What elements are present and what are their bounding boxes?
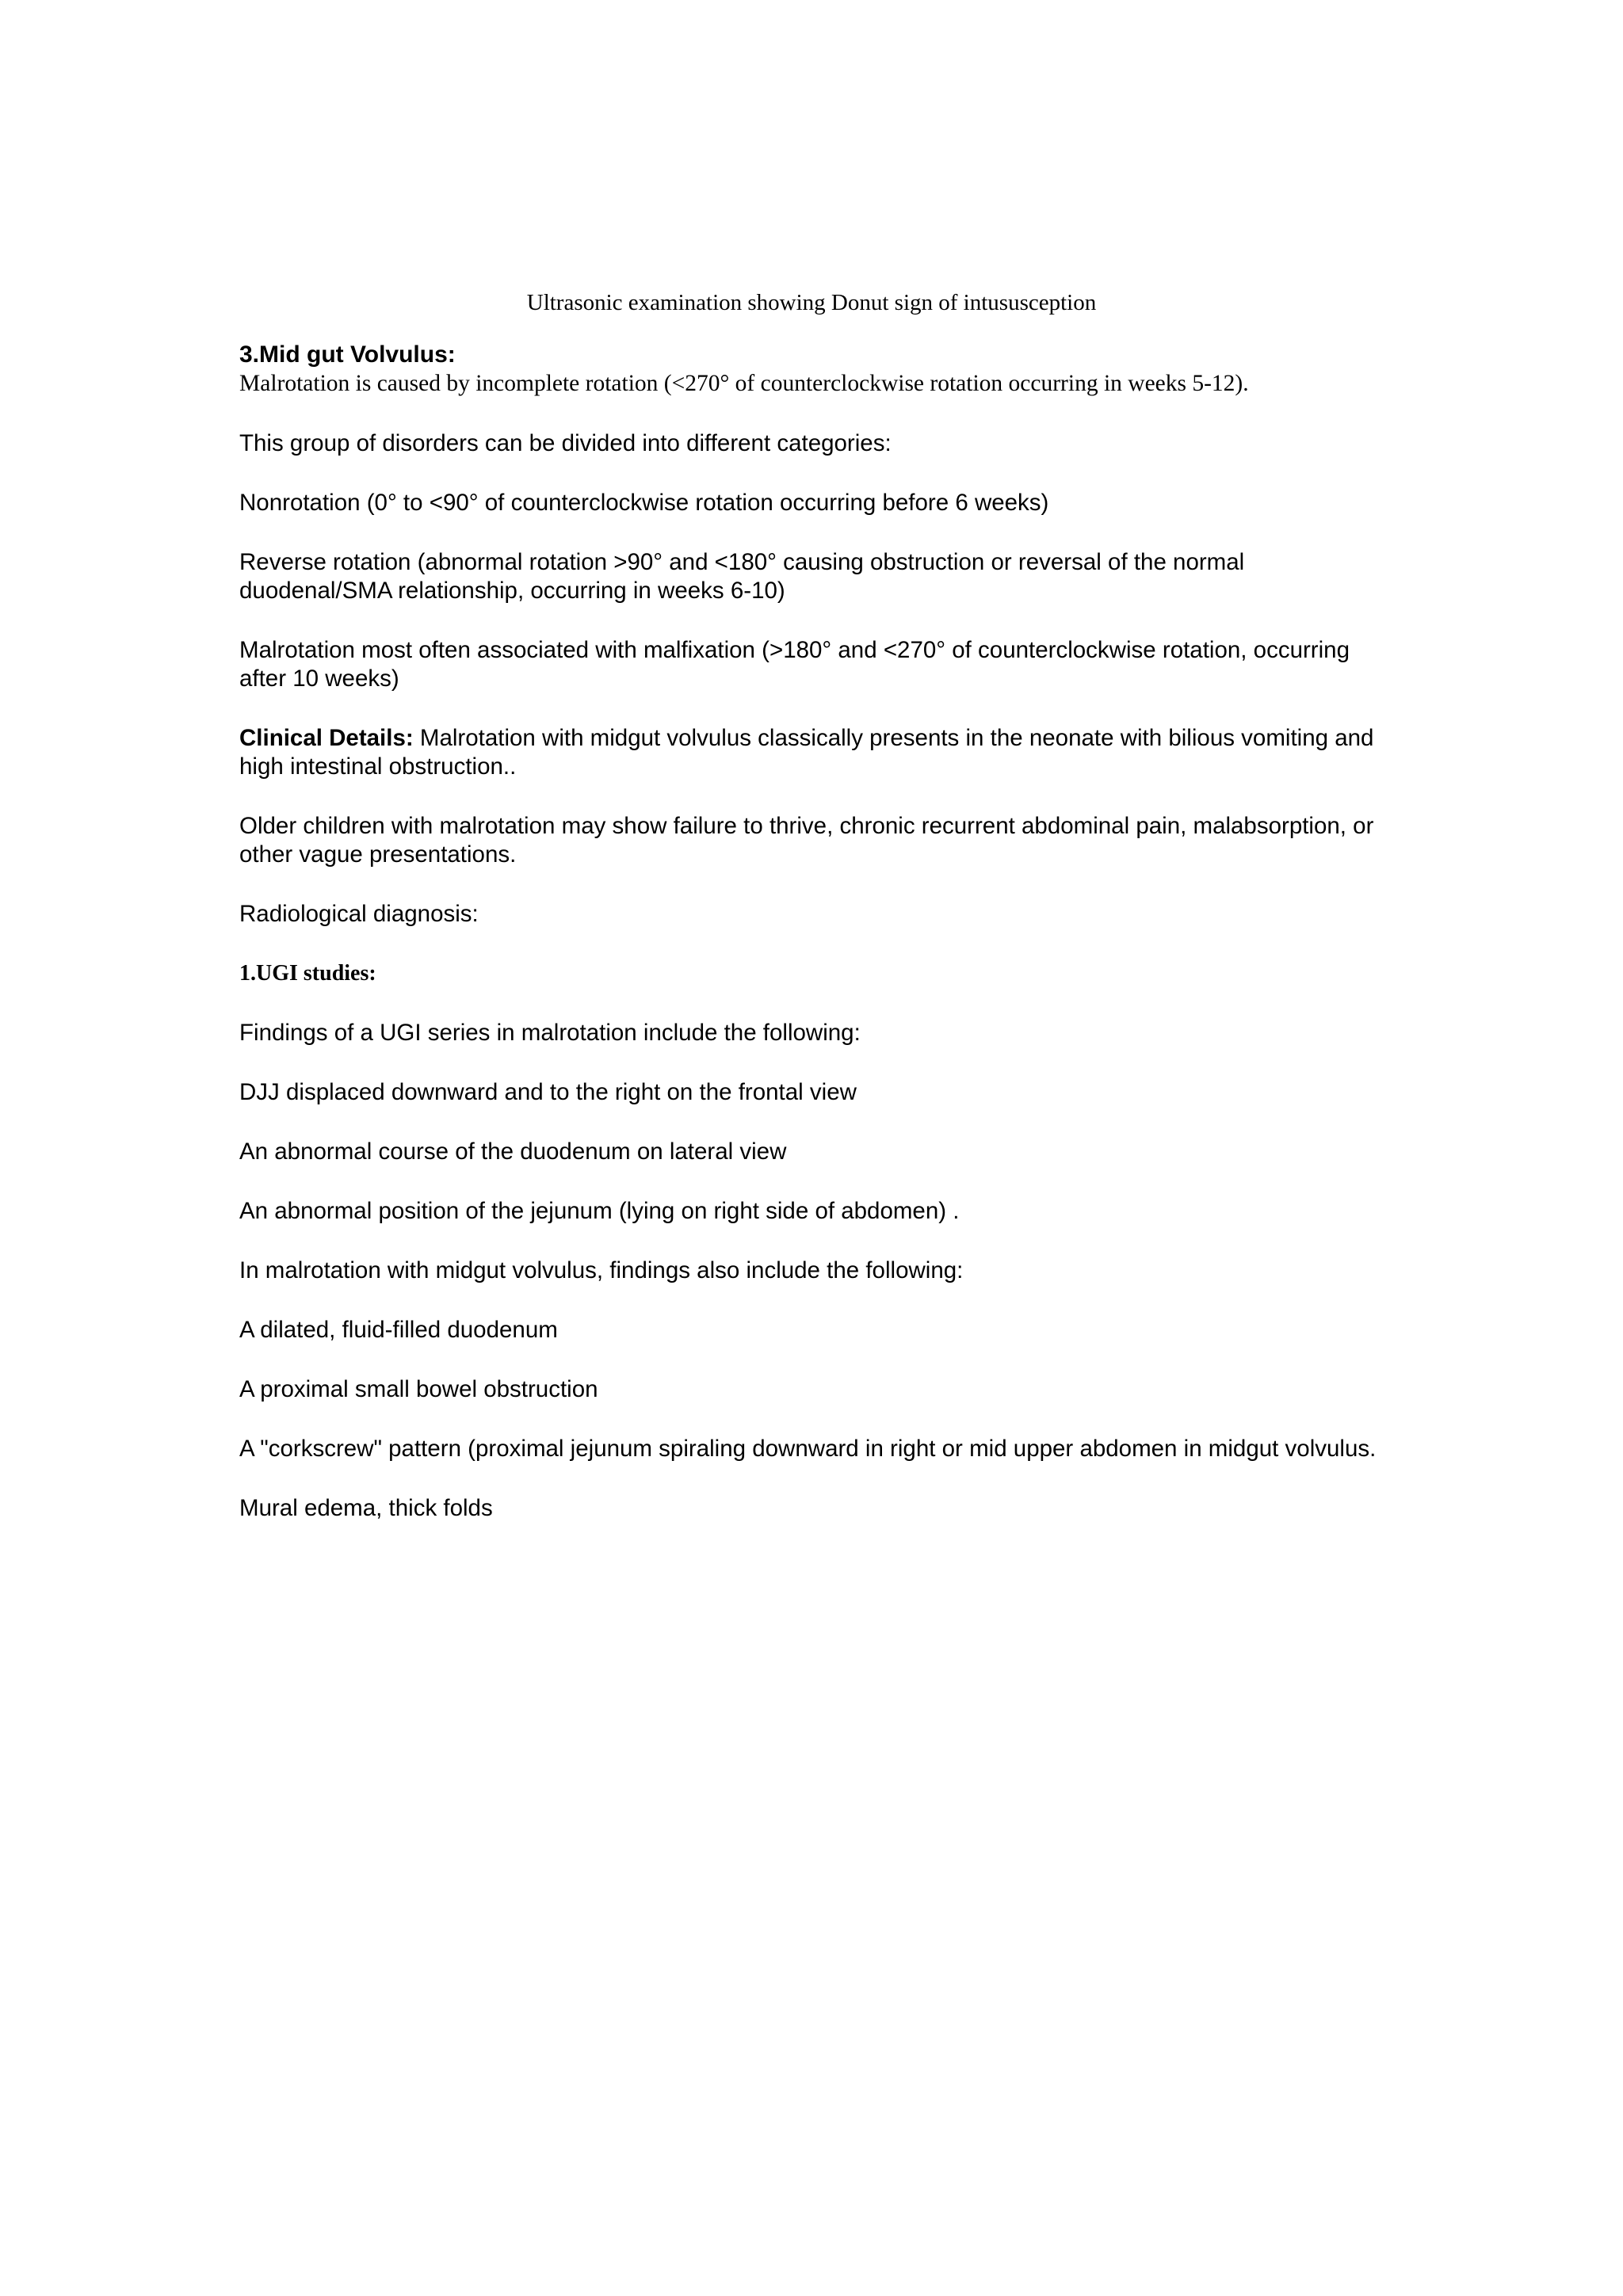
ugi-findings-intro: Findings of a UGI series in malrotation include the following: xyxy=(239,1020,861,1046)
clinical-details-paragraph xyxy=(239,724,1388,781)
ugi-studies-heading: 1.UGI studies: xyxy=(239,961,376,986)
reverse-rotation-paragraph: Reverse rotation (abnormal rotation >90° and <180° causing obstruction or reversal of the normal duodenal/SMA relationship, occurring in weeks 6-10) xyxy=(239,549,1245,604)
finding-mural-edema: Mural edema, thick folds xyxy=(239,1495,493,1521)
finding-jejunum-position: An abnormal position of the jejunum (lying on right side of abdomen) . xyxy=(239,1198,960,1224)
section-heading: 3.Mid gut Volvulus: xyxy=(239,341,456,368)
radiological-diagnosis-label: Radiological diagnosis: xyxy=(239,901,479,927)
clinical-details-text: Malrotation with midgut volvulus classically presents in the neonate with bilious vomiting and high intestinal obstruction.. xyxy=(239,725,1374,780)
nonrotation-paragraph: Nonrotation (0° to <90° of counterclockwise rotation occurring before 6 weeks) xyxy=(239,490,1049,516)
clinical-details-label: Clinical Details: xyxy=(239,725,414,751)
finding-duodenum-course: An abnormal course of the duodenum on lateral view xyxy=(239,1138,787,1165)
image-caption: Ultrasonic examination showing Donut sign of intususception xyxy=(526,290,1097,315)
finding-djj: DJJ displaced downward and to the right on the frontal view xyxy=(239,1079,857,1105)
section-intro: Malrotation is caused by incomplete rotation (<270° of counterclockwise rotation occurring in weeks 5-12). xyxy=(239,371,1249,396)
document-body xyxy=(239,341,1388,1523)
older-children-paragraph: Older children with malrotation may show failure to thrive, chronic recurrent abdominal pain, malabsorption, or other vague presentations. xyxy=(239,813,1374,868)
finding-corkscrew-pattern: A "corkscrew" pattern (proximal jejunum spiraling downward in right or mid upper abdomen in midgut volvulus. xyxy=(239,1436,1377,1462)
malfixation-paragraph: Malrotation most often associated with malfixation (>180° and <270° of counterclockwise rotation, occurring after 10 weeks) xyxy=(239,637,1350,692)
categories-intro: This group of disorders can be divided into different categories: xyxy=(239,430,892,456)
finding-bowel-obstruction: A proximal small bowel obstruction xyxy=(239,1376,598,1402)
volvulus-findings-intro: In malrotation with midgut volvulus, findings also include the following: xyxy=(239,1257,964,1283)
finding-dilated-duodenum: A dilated, fluid-filled duodenum xyxy=(239,1317,558,1343)
